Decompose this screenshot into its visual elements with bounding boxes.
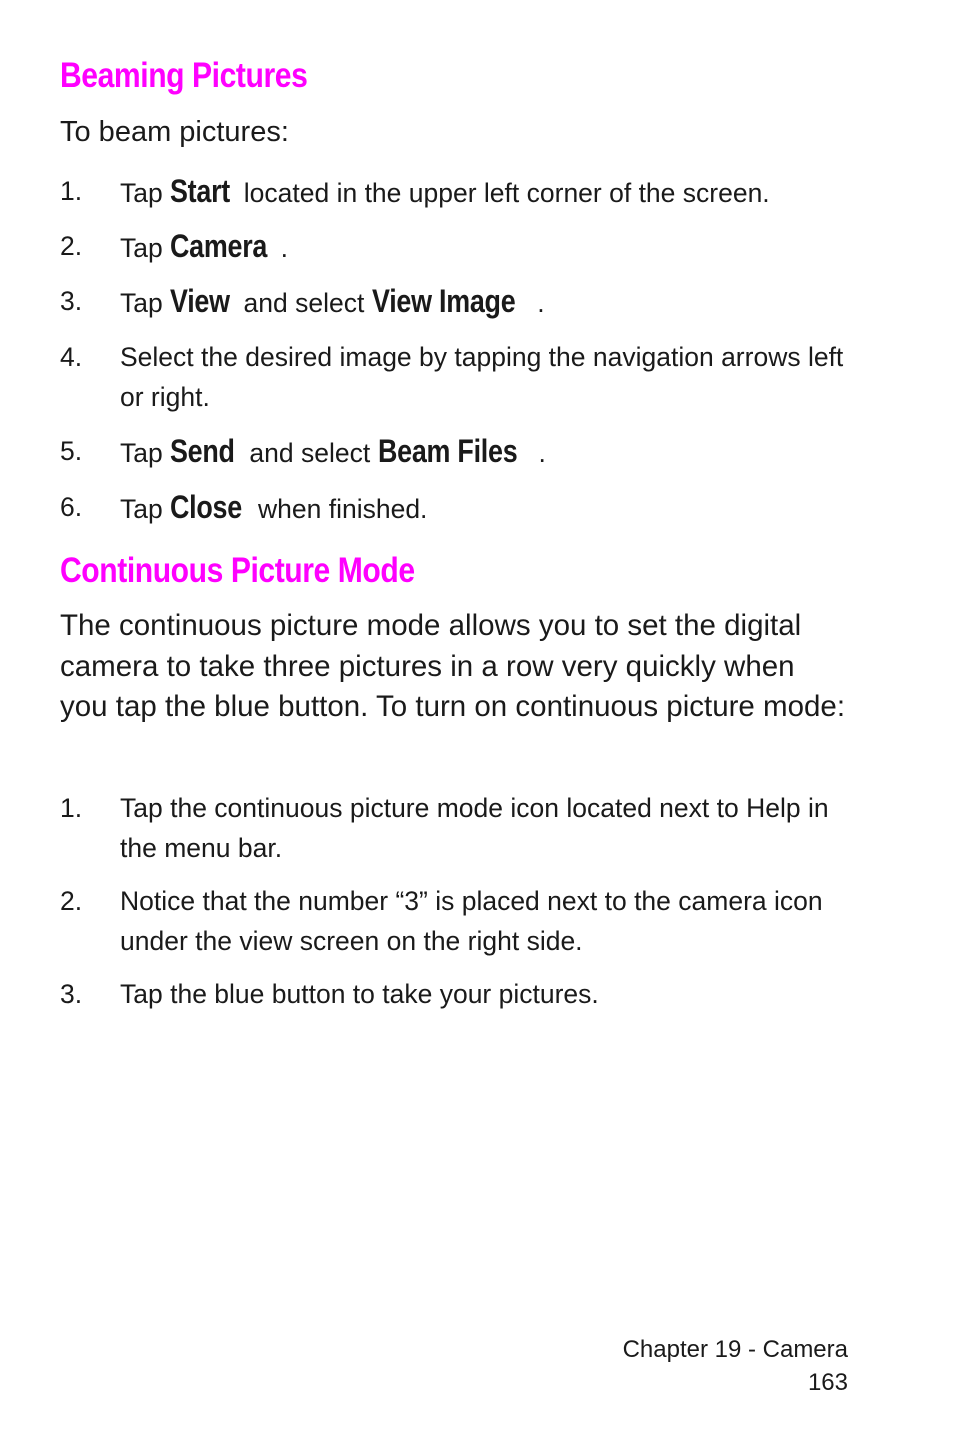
- step-text: Tap: [120, 233, 171, 263]
- step-text: Tap: [120, 438, 171, 468]
- step-item: [60, 431, 870, 473]
- step-number: 4.: [60, 342, 83, 372]
- step-item: [60, 487, 870, 529]
- step-item: [60, 171, 870, 213]
- step-text: located in the upper left corner of the screen.: [236, 178, 770, 208]
- step-text: and select: [236, 288, 372, 318]
- step-item: [60, 281, 870, 323]
- step-number: 1.: [60, 176, 83, 206]
- ui-keyword-beam-files: Beam Files: [377, 433, 517, 469]
- step-number: 3.: [60, 286, 83, 316]
- ui-keyword-close: Close: [170, 489, 243, 525]
- step-text: .: [537, 288, 545, 318]
- step-item: [60, 881, 870, 961]
- ui-keyword-view-image: View Image: [371, 283, 516, 319]
- step-text: Tap: [120, 178, 171, 208]
- step-text: Tap: [120, 494, 171, 524]
- ui-keyword-send: Send: [170, 433, 235, 469]
- step-text: .: [538, 438, 546, 468]
- step-text: Tap the continuous picture mode icon located next to Help in the menu bar.: [120, 793, 829, 863]
- step-number: 6.: [60, 492, 83, 522]
- section-paragraph: The continuous picture mode allows you to set the digital camera to take three pictures in a row very quickly when you tap the blue button. To turn on continuous picture mode:: [60, 609, 846, 723]
- step-number: 5.: [60, 436, 83, 466]
- step-number: 2.: [60, 886, 83, 916]
- step-text: Tap the blue button to take your pictures.: [120, 979, 599, 1009]
- step-text: and select: [242, 438, 378, 468]
- page-footer: [623, 1333, 848, 1399]
- step-item: [60, 788, 870, 868]
- continuous-steps-list: [60, 788, 870, 1014]
- step-item: [60, 974, 870, 1014]
- step-text: when finished.: [250, 494, 428, 524]
- footer-page-number: 163: [807, 1369, 848, 1396]
- section-heading-continuous-picture-mode: Continuous Picture Mode: [60, 551, 415, 590]
- step-number: 3.: [60, 979, 83, 1009]
- section-intro: To beam pictures:: [60, 116, 289, 148]
- ui-keyword-start: Start: [170, 173, 231, 209]
- step-item: [60, 226, 870, 268]
- ui-keyword-camera: Camera: [170, 228, 268, 264]
- step-text: Tap: [120, 288, 171, 318]
- step-item: [60, 337, 870, 417]
- section-heading-beaming-pictures: Beaming Pictures: [60, 56, 308, 95]
- step-text: .: [280, 233, 288, 263]
- step-number: 1.: [60, 793, 83, 823]
- beaming-steps-list: [60, 171, 870, 529]
- step-number: 2.: [60, 231, 83, 261]
- step-text: Select the desired image by tapping the navigation arrows left or right.: [120, 342, 844, 412]
- ui-keyword-view: View: [170, 283, 230, 319]
- footer-chapter: Chapter 19 - Camera: [622, 1336, 848, 1363]
- step-text: Notice that the number “3” is placed next to the camera icon under the view screen on the right side.: [120, 886, 823, 956]
